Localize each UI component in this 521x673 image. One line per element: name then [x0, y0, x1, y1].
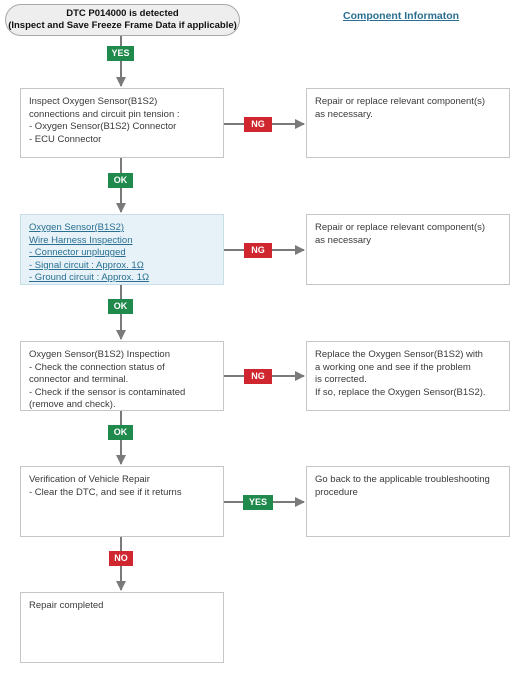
result-repair-component — [306, 214, 510, 285]
result-text: a working one and see if the problem — [315, 361, 471, 373]
start-node — [5, 4, 240, 36]
step-text: Verification of Vehicle Repair — [29, 474, 150, 485]
step-verification — [20, 466, 224, 537]
step-text: connections and circuit pin tension : — [29, 108, 180, 120]
step-link-text[interactable]: Wire Harness Inspection — [29, 234, 133, 246]
step-text: Oxygen Sensor(B1S2) Inspection — [29, 349, 170, 360]
start-title: DTC P014000 is detected — [66, 8, 179, 19]
ok-tag: OK — [108, 173, 133, 188]
step-text: - ECU Connector — [29, 133, 102, 145]
step-text: Repair completed — [29, 600, 104, 611]
step-text: - Check if the sensor is contaminated — [29, 386, 186, 398]
step-text: Inspect Oxygen Sensor(B1S2) — [29, 96, 158, 107]
step-link-text[interactable]: - Signal circuit : Approx. 1Ω — [29, 259, 144, 271]
step-text: - Clear the DTC, and see if it returns — [29, 486, 182, 498]
step-text: connector and terminal. — [29, 374, 129, 386]
ng-tag: NG — [244, 243, 272, 258]
step-inspect-connections — [20, 88, 224, 158]
step-text: - Oxygen Sensor(B1S2) Connector — [29, 121, 177, 133]
result-replace-sensor — [306, 341, 510, 411]
step-text: (remove and check). — [29, 399, 116, 411]
step-repair-completed — [20, 592, 224, 663]
result-text: Replace the Oxygen Sensor(B1S2) with — [315, 349, 483, 360]
ok-tag: OK — [108, 299, 133, 314]
result-text: Repair or replace relevant component(s) — [315, 222, 486, 233]
step-link-text[interactable]: - Ground circuit : Approx. 1Ω — [29, 272, 150, 284]
result-text: as necessary. — [315, 108, 373, 120]
step-link-text[interactable]: - Connector unplugged — [29, 247, 126, 259]
no-tag: NO — [109, 551, 133, 566]
step-text: - Check the connection status of — [29, 361, 165, 373]
step-link-text[interactable]: Oxygen Sensor(B1S2) — [29, 222, 125, 233]
ng-tag: NG — [244, 369, 272, 384]
result-text: If so, replace the Oxygen Sensor(B1S2). — [315, 386, 486, 398]
result-repair-component — [306, 88, 510, 158]
yes-tag: YES — [243, 495, 273, 510]
component-information-link[interactable]: Component Informaton — [343, 10, 460, 22]
result-text: is corrected. — [315, 374, 367, 386]
result-go-back — [306, 466, 510, 537]
start-subtitle: (Inspect and Save Freeze Frame Data if applicable) — [8, 20, 237, 31]
step-sensor-inspection — [20, 341, 224, 411]
yes-tag: YES — [107, 46, 134, 61]
result-text: procedure — [315, 486, 358, 498]
ok-tag: OK — [108, 425, 133, 440]
result-text: as necessary — [315, 234, 371, 246]
result-text: Repair or replace relevant component(s) — [315, 96, 486, 107]
ng-tag: NG — [244, 117, 272, 132]
step-wire-harness-inspection[interactable] — [20, 214, 224, 285]
result-text: Go back to the applicable troubleshooting — [315, 474, 490, 485]
